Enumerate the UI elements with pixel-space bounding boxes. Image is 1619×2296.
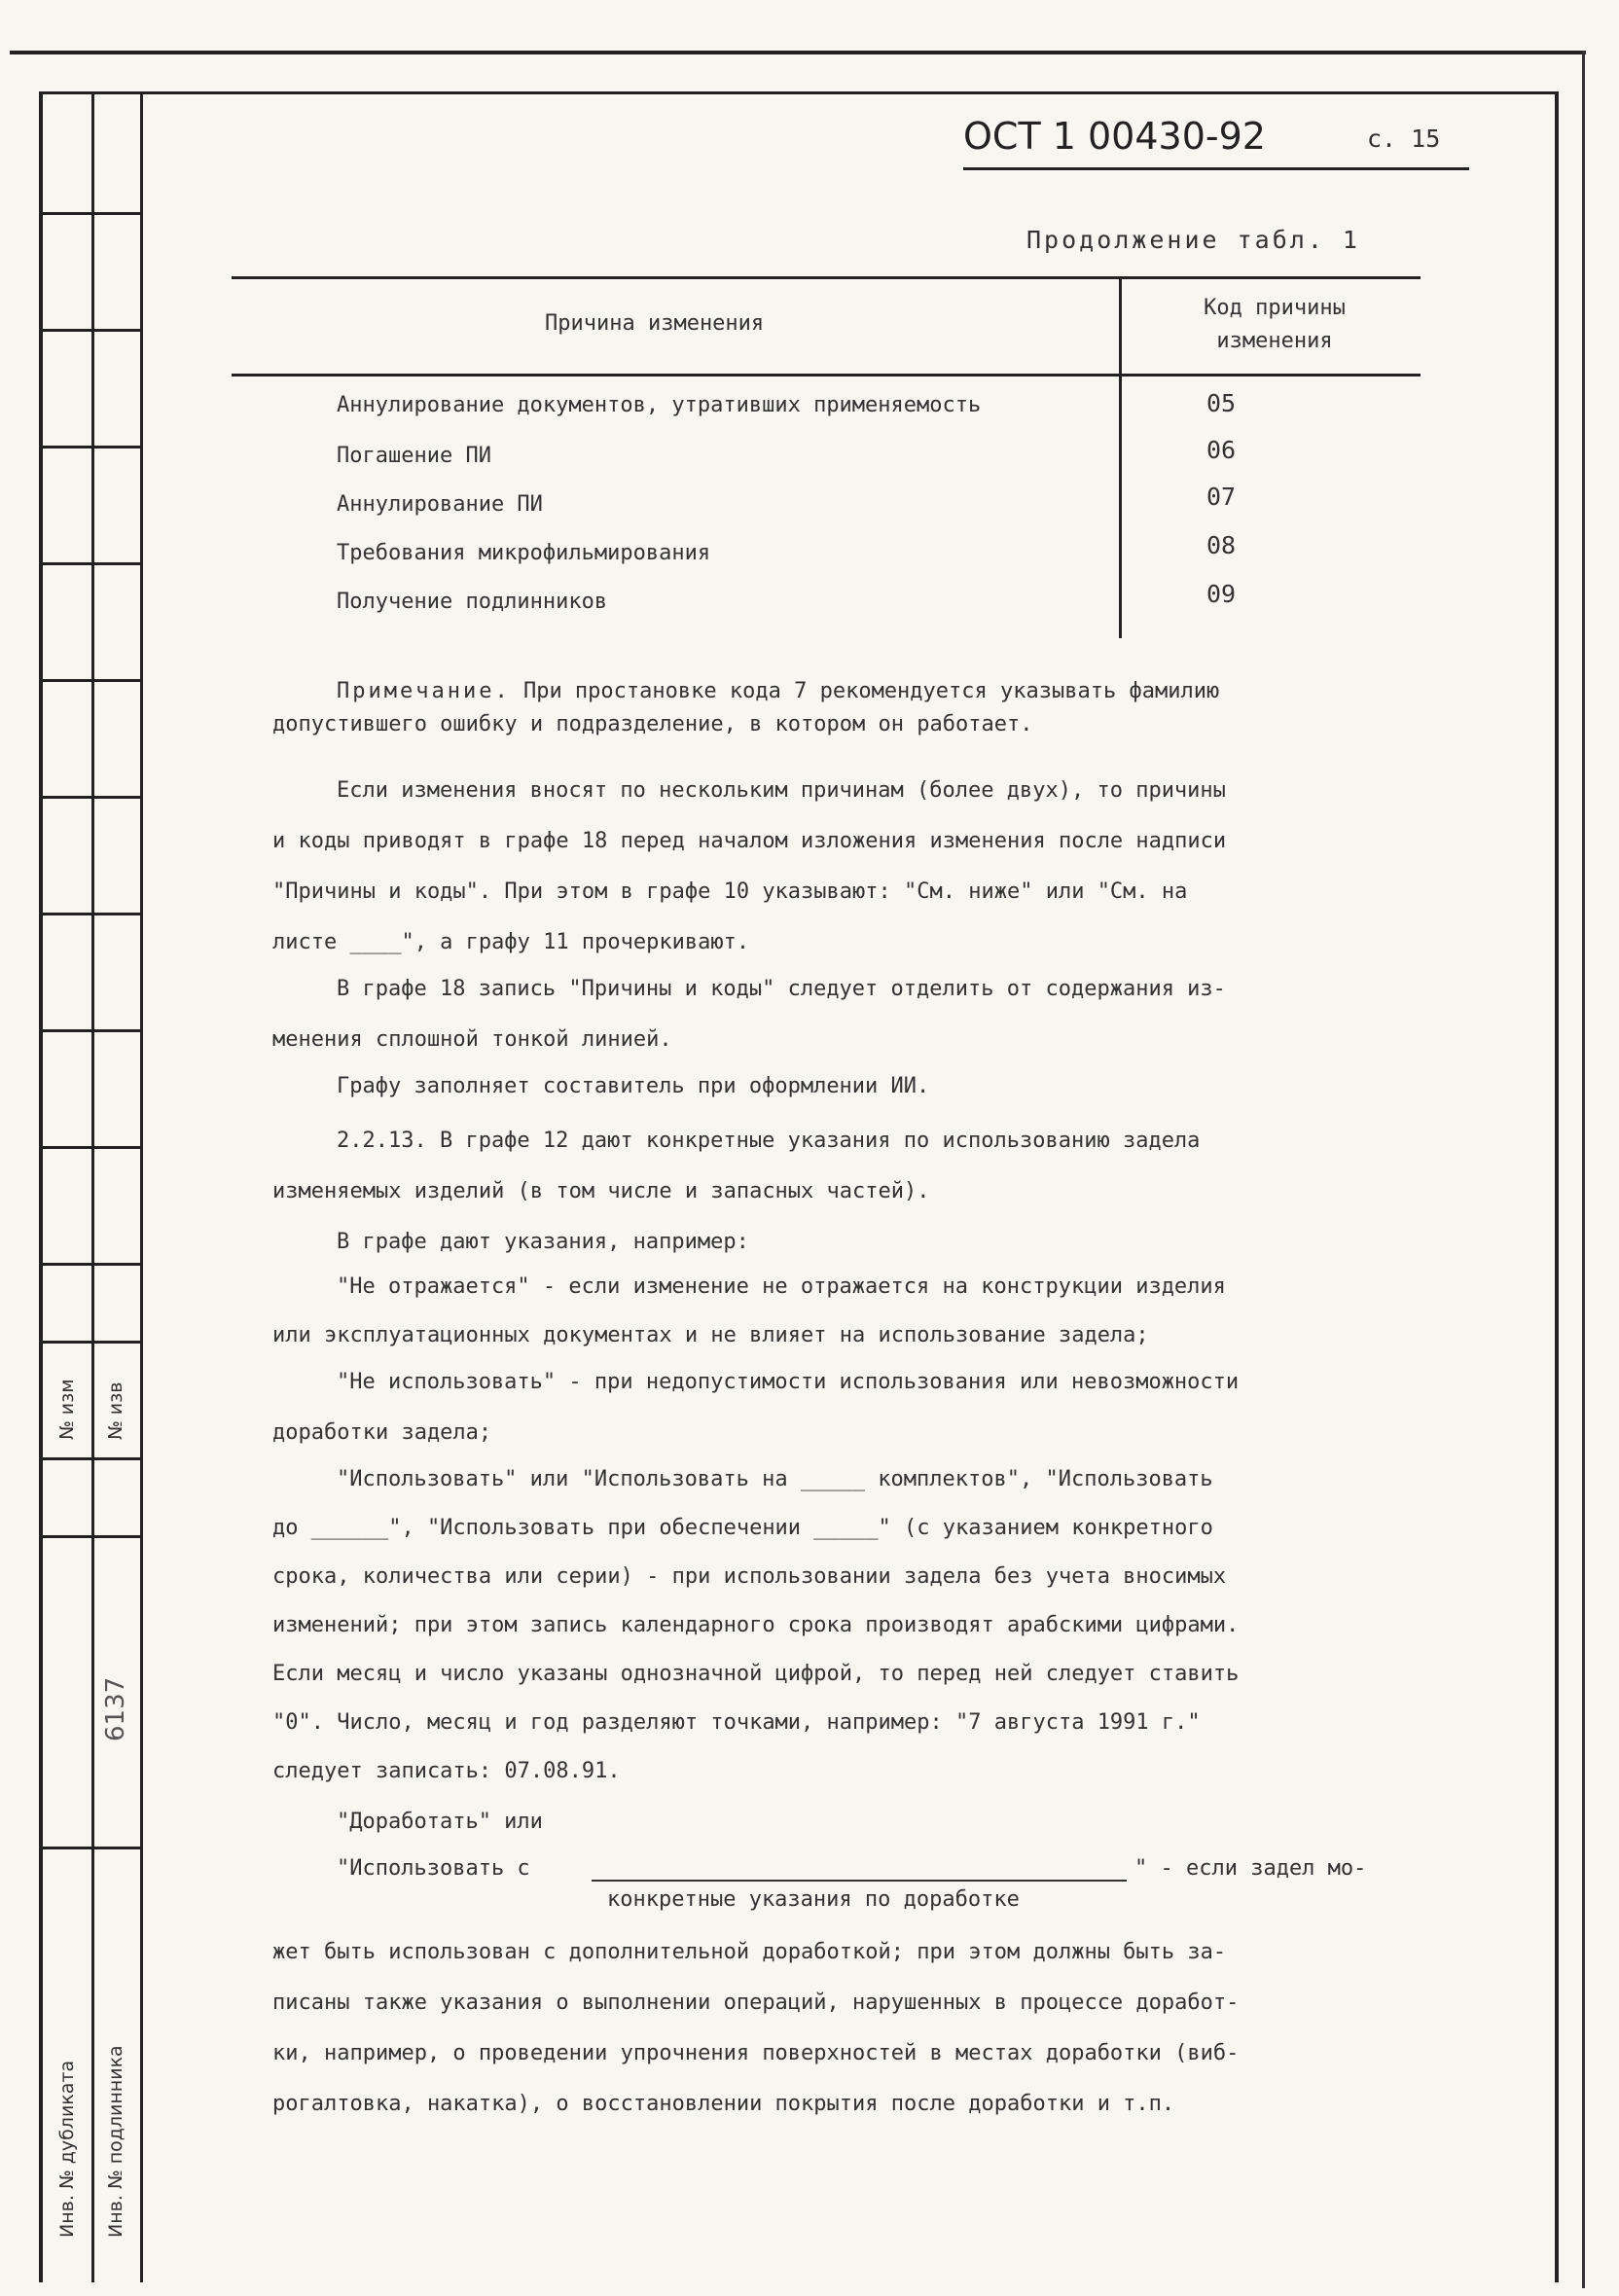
strip-line [41, 913, 140, 915]
table-row-code: 07 [1206, 483, 1237, 511]
note-line: допустившего ошибку и подразделение, в котором он работает. [272, 712, 1033, 736]
strip-line [41, 329, 140, 332]
table-top-rule [232, 276, 1421, 279]
paragraph-line: следует записать: 07.08.91. [272, 1759, 621, 1783]
strip-line [41, 1146, 140, 1149]
paragraph-line: ки, например, о проведении упрочнения поверхностей в местах доработки (виб- [272, 2041, 1240, 2065]
paragraph-line: рогалтовка, накатка), о восстановлении покрытия после доработки и т.п. [272, 2092, 1175, 2116]
table-header-reason: Причина изменения [545, 311, 765, 336]
table-column-divider [1119, 276, 1122, 638]
table-row-reason: Получение подлинников [337, 590, 608, 614]
table-row-reason: Погашение ПИ [337, 444, 491, 468]
frame-right-border [1555, 91, 1559, 2282]
paragraph-line: Если изменения вносят по нескольким причинам (более двух), то причины [337, 778, 1226, 803]
strip-line [41, 562, 140, 565]
paragraph-line: писаны также указания о выполнении операций, нарушенных в процессе доработ- [272, 1991, 1240, 2015]
paragraph-line: 2.2.13. В графе 12 дают конкретные указания по использованию задела [337, 1129, 1201, 1153]
table-continuation-label: Продолжение табл. 1 [1026, 226, 1360, 254]
strip-line [41, 679, 140, 682]
paragraph-line: "0". Число, месяц и год разделяют точками, например: "7 августа 1991 г." [272, 1710, 1201, 1735]
paragraph-line: "Использовать" или "Использовать на _____ комплектов", "Использовать [337, 1467, 1213, 1491]
frame-outer-right-border [1582, 51, 1585, 2288]
table-row-reason: Аннулирование ПИ [337, 492, 543, 517]
table-row-reason: Требования микрофильмирования [337, 541, 711, 565]
document-code: ОСТ 1 00430-92 [963, 115, 1266, 158]
frame-left-border [39, 93, 43, 2282]
paragraph-line: Графу заполняет составитель при оформлении ИИ. [337, 1074, 930, 1098]
table-row-code: 05 [1206, 389, 1237, 417]
frame-top-border [10, 51, 1586, 54]
strip-line [41, 1457, 140, 1460]
table-row-code: 08 [1206, 531, 1237, 559]
strip-line [41, 1029, 140, 1032]
paragraph-line: листе ____", а графу 11 прочеркивают. [272, 930, 750, 954]
paragraph-line: изменений; при этом запись календарного срока производят арабскими цифрами. [272, 1613, 1240, 1637]
strip-label-inv-orig: Инв. № подлинника [105, 2045, 126, 2238]
side-strip-edge [140, 93, 143, 2282]
note-label: Примечание. [337, 679, 511, 703]
header-underline [963, 167, 1469, 170]
page-number: с. 15 [1367, 125, 1441, 153]
table-header-code-line1: Код причины [1204, 296, 1346, 320]
strip-label-izm: № изм [56, 1379, 78, 1440]
strip-line [41, 1535, 140, 1538]
paragraph-line: доработки задела; [272, 1420, 492, 1445]
strip-inv-number: 6137 [101, 1676, 130, 1741]
table-row-code: 06 [1206, 436, 1237, 464]
table-row-code: 09 [1206, 580, 1237, 608]
note-line [337, 679, 1219, 703]
paragraph-line: "Доработать" или [337, 1810, 543, 1834]
side-strip-divider [91, 93, 94, 2282]
paragraph-line: "Не использовать" - при недопустимости использования или невозможности [337, 1370, 1240, 1394]
paragraph-line: до ______", "Использовать при обеспечении _____" (с указанием конкретного [272, 1516, 1213, 1540]
paragraph-line: срока, количества или серии) - при использовании задела без учета вносимых [272, 1564, 1227, 1589]
strip-line [41, 1263, 140, 1266]
strip-line [41, 796, 140, 799]
table-row-reason: Аннулирование документов, утративших применяемость [337, 393, 982, 417]
paragraph-line: "Причины и коды". При этом в графе 10 указывают: "См. ниже" или "См. на [272, 879, 1188, 904]
strip-label-izv: № изв [105, 1381, 126, 1440]
note-text: При простановке кода 7 рекомендуется указывать фамилию [522, 679, 1220, 703]
table-header-code-line2: изменения [1216, 329, 1333, 353]
table-header-code [1133, 292, 1416, 358]
paragraph-line: В графе дают указания, например: [337, 1230, 749, 1254]
blank-line [592, 1880, 1127, 1882]
strip-line [41, 212, 140, 215]
paragraph-line: Если месяц и число указаны однозначной цифрой, то перед ней следует ставить [272, 1662, 1240, 1686]
strip-line [41, 1847, 140, 1849]
paragraph-line-left: "Использовать с [337, 1856, 530, 1881]
paragraph-line: или эксплуатационных документах и не влияет на использование задела; [272, 1323, 1149, 1347]
blank-caption: конкретные указания по доработке [607, 1887, 1020, 1912]
paragraph-line: и коды приводят в графе 18 перед началом изложения изменения после надписи [272, 829, 1227, 853]
paragraph-line: В графе 18 запись "Причины и коды" следует отделить от содержания из- [337, 977, 1226, 1001]
paragraph-line: жет быть использован с дополнительной доработкой; при этом должны быть за- [272, 1940, 1227, 1964]
table-header-rule [232, 374, 1421, 377]
paragraph-line: "Не отражается" - если изменение не отражается на конструкции изделия [337, 1274, 1226, 1299]
strip-label-inv-dup: Инв. № дубликата [56, 2060, 78, 2238]
strip-line [41, 446, 140, 448]
strip-line [41, 1341, 140, 1344]
paragraph-line: менения сплошной тонкой линией. [272, 1027, 672, 1052]
paragraph-line-right: " - если задел мо- [1134, 1856, 1367, 1881]
frame-inner-top-border [39, 91, 1557, 94]
paragraph-line: изменяемых изделий (в том числе и запасных частей). [272, 1179, 930, 1203]
